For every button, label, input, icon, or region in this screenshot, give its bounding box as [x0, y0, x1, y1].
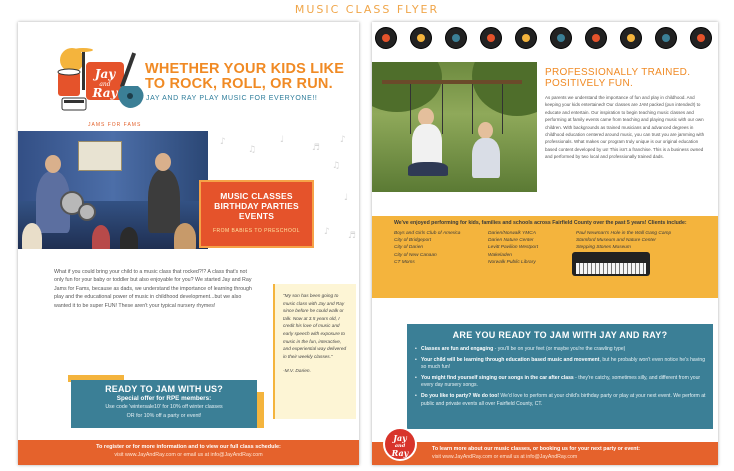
offer-code-line-2: OR for 10% off a party or event!	[126, 413, 202, 419]
logo-tagline: JAMS FOR FAMS	[88, 122, 142, 128]
badge-word-top: Jay	[393, 433, 407, 443]
events-callout-box	[199, 180, 314, 248]
right-footer-line-1: To learn more about our music classes, or booking us for your next party or event:	[432, 446, 640, 452]
pro-title	[545, 67, 713, 89]
client-item: Stamford Museum and Nature Center	[576, 238, 656, 244]
client-item: Darien/Norwalk YMCA	[488, 231, 536, 236]
flyer-page-left	[18, 22, 359, 465]
testimonial-box	[273, 284, 356, 419]
class-performance-photo	[18, 131, 208, 249]
pro-title-line-1: PROFESSIONALLY TRAINED.	[545, 67, 691, 78]
list-item	[415, 346, 707, 354]
pro-title-line-2: POSITIVELY FUN.	[545, 78, 634, 89]
keyboard-graphic	[572, 252, 650, 276]
events-line-events: EVENTS	[238, 211, 275, 221]
client-item: Darien Nature Center	[488, 238, 534, 244]
vinyl-record-icon	[550, 27, 572, 49]
clients-column-2	[488, 230, 538, 266]
events-age-range: FROM BABIES TO PRESCHOOL	[212, 228, 301, 234]
main-headline: WHETHER YOUR KIDS LIKE TO ROCK, ROLL, OR RUN.	[145, 61, 345, 92]
benefit-detail: , but he probably won't even notice he's having so much fun!	[421, 356, 706, 371]
offer-code-line-1: Use code 'wintersale10' for 10% off winter classes	[105, 404, 223, 410]
client-item: Boys and Girls Club of America	[394, 231, 461, 236]
testimonial-text: "My son has been going to music class with Jay and Ray since before he could walk or talk. Now at 3.5 years old, I credit his love of music and early speech with exposure to music in the fun, interactive, and experiential way delivered in their weekly classes."	[283, 293, 347, 359]
client-item: Paul Newman's Hole in the Wall Gang Camp	[576, 231, 672, 236]
right-footer-contact[interactable]: visit www.JayAndRay.com or email us at info@JayAndRay.com	[432, 454, 578, 460]
client-item: Wakeladen	[488, 252, 512, 258]
flyer-title: MUSIC CLASS FLYER	[294, 3, 440, 16]
list-item	[415, 375, 707, 390]
dads-swing-photo	[372, 62, 537, 192]
events-line-parties: BIRTHDAY PARTIES	[214, 201, 299, 211]
badge-word-middle: and	[394, 443, 406, 449]
left-footer-contact[interactable]: visit www.JayAndRay.com or email us at info@JayAndRay.com	[114, 452, 263, 458]
vinyl-record-icon	[620, 27, 642, 49]
jam-title: ARE YOU READY TO JAM WITH JAY AND RAY?	[452, 330, 668, 340]
client-item: City of Bridgeport	[394, 238, 432, 244]
vinyl-record-icon	[480, 27, 502, 49]
events-line-classes: MUSIC CLASSES	[220, 191, 293, 201]
offer-heading: Special offer for RPE members:	[116, 395, 212, 402]
clients-title: We've enjoyed performing for kids, families and schools across Fairfield County over the past 5 years! Clients include:	[394, 220, 687, 226]
about-paragraph: As parents we understand the importance of fun and play in childhood. And keeping your kids entertained! Our classes are JAM packed (pun intended!) to educate and entertain. Our inspiration to begin teaching music classes and performing at family events came from teaching and playing music with our own children. With backgrounds as trained musicians and advanced degrees in childhood education centered around music, you can trust you are jamming with professionals. What makes our program truly unique is our original education based content developed by us! This isn't a franchise. This is a business owned and performed by two local and professionally trained dads.	[545, 95, 705, 160]
benefit-lead: Your child will be learning through education based music and movement	[421, 356, 600, 363]
client-item: City of New Canaan	[394, 252, 437, 258]
vinyl-record-icon	[690, 27, 712, 49]
client-item: Levitt Pavilion Westport	[488, 245, 539, 251]
logo-word-middle: and	[99, 81, 111, 88]
client-item: City of Darien	[394, 245, 424, 251]
badge-word-bottom: Ray	[391, 448, 409, 458]
main-subheadline: JAY AND RAY PLAY MUSIC FOR EVERYONE!!	[146, 95, 318, 102]
vinyl-record-icon	[655, 27, 677, 49]
list-item	[415, 357, 707, 372]
benefit-detail: - you'll be on your feet (or maybe you're the crawling type)	[493, 346, 626, 352]
testimonial-author: -M.V. Darien.	[283, 369, 311, 375]
jam-benefits-list	[415, 346, 707, 411]
clients-column-1	[394, 230, 460, 266]
client-item: CT Moms	[394, 259, 415, 265]
benefit-detail: - they're catchy, sometimes silly, and different from your every day nursery songs.	[421, 374, 701, 389]
right-footer	[372, 442, 718, 465]
music-doodle-background: ♪ ♫ ♩ ♬ ♪ ♫ ♩ ♪ ♬	[208, 131, 359, 249]
jay-and-ray-logo	[52, 42, 152, 134]
vinyl-record-icon	[375, 27, 397, 49]
vinyl-record-icon	[515, 27, 537, 49]
special-offer-box	[71, 380, 257, 428]
logo-word-top: Jay	[94, 67, 116, 81]
benefit-lead: Classes are fun and engaging	[421, 346, 494, 352]
welcome-sign-graphic	[78, 141, 122, 171]
left-footer	[18, 440, 359, 465]
benefit-lead: You might find yourself singing our songs in the car after class	[421, 374, 574, 381]
vinyl-record-icon	[585, 27, 607, 49]
logo-word-bottom: Ray	[92, 86, 118, 100]
client-item: Stepping Stones Museum	[576, 245, 631, 251]
left-footer-line-1: To register or for more information and to view our full class schedule:	[96, 444, 281, 450]
vinyl-record-icon	[410, 27, 432, 49]
vinyl-record-icon	[445, 27, 467, 49]
benefit-detail: We'd love to perform at your child's birthday party or play at your next event. We perform at public and private events all over Fairfield County, CT.	[421, 392, 706, 407]
ready-title: READY TO JAM WITH US?	[105, 384, 223, 394]
jay-and-ray-badge-logo	[383, 427, 417, 461]
intro-paragraph: What if you could bring your child to a music class that rocked?!? A class that's not only fun for your baby or toddler but also enjoyable for you? We started Jay and Ray Jams for Fams, because as dads, we understand the importance of learning through play and the educational power of music in childhood development...but we also wanted it to be super FUN! These aren't your typical nursery rhymes!	[54, 269, 252, 309]
client-item: Norwalk Public Library	[488, 259, 536, 265]
benefit-lead: Do you like to party? We do too!	[421, 392, 500, 399]
list-item	[415, 393, 707, 408]
vinyl-records-band	[372, 22, 718, 60]
flyer-page-right	[372, 22, 718, 465]
